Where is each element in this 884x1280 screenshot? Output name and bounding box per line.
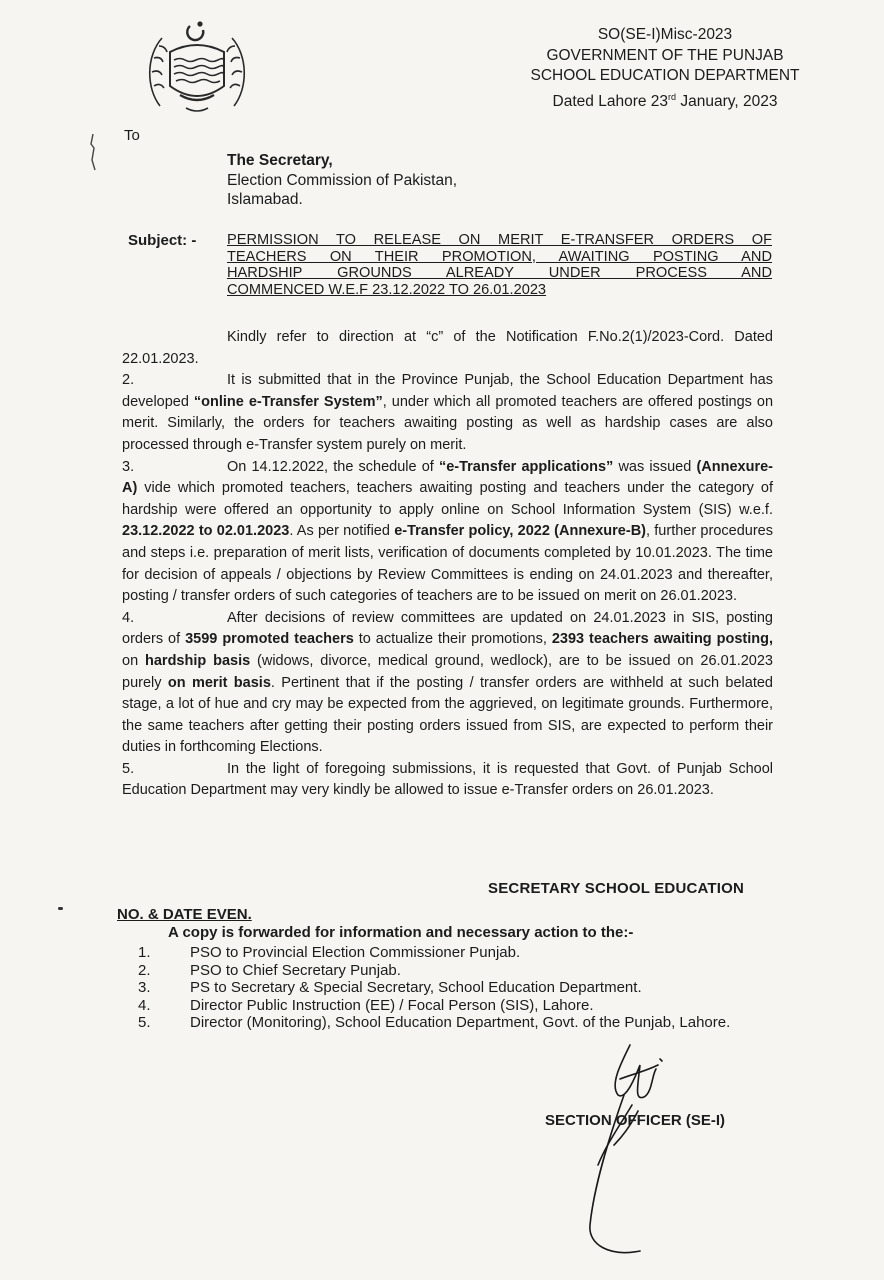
secretary-signature-block: SECRETARY SCHOOL EDUCATION	[488, 880, 745, 897]
forward-line: A copy is forwarded for information and necessary action to the:-	[168, 924, 634, 941]
distribution-list	[138, 944, 778, 1032]
list-item: 4. Director Public Instruction (EE) / Focal Person (SIS), Lahore.	[138, 996, 594, 1014]
handwritten-signature-icon	[560, 1035, 700, 1265]
addressee-city: Islamabad.	[227, 191, 303, 208]
paragraph-5: 5. In the light of foregoing submissions, it is requested that Govt. of Punjab School Education Department may very kindly be allowed to issue e-Transfer orders on 26.01.2023.	[122, 760, 773, 799]
margin-dot	[58, 907, 63, 910]
letter-header	[500, 25, 830, 112]
subject-text: PERMISSION TO RELEASE ON MERIT E-TRANSFER ORDERS OF TEACHERS ON THEIR PROMOTION, AWAITING POSTING AND HARDSHIP GROUNDS ALREADY UNDER PROCESS AND COMMENCED W.E.F 23.12.2022 TO 26.01.2023	[227, 232, 772, 298]
punjab-government-seal-icon	[140, 16, 254, 122]
to-label: To	[124, 127, 140, 144]
subject-label: Subject: -	[128, 232, 197, 249]
letter-date: Dated Lahore 23rd January, 2023	[552, 91, 778, 110]
addressee-block	[227, 151, 457, 210]
margin-mark-icon	[86, 132, 100, 172]
department-name: SCHOOL EDUCATION DEPARTMENT	[530, 67, 800, 84]
no-and-date-even: NO. & DATE EVEN.	[117, 906, 252, 923]
list-item: 3. PS to Secretary & Special Secretary, School Education Department.	[138, 979, 642, 996]
paragraph-1: Kindly refer to direction at “c” of the Notification F.No.2(1)/2023-Cord. Dated 22.01.2023.	[122, 329, 773, 367]
reference-number: SO(SE-I)Misc-2023	[597, 26, 733, 43]
paragraph-4: 4. After decisions of review committees are updated on 24.01.2023 in SIS, posting orders of 3599 promoted teachers to actualize their promotions, 2393 teachers awaiting posting, on hardship basis (widows, divorce, medical ground, wedlock), are to be issued on 26.01.2023 purely on merit basis. Pertinent that if the posting / transfer orders are withheld at such belated stage, a lot of hue and cry may be expected from the aggrieved, on legitimate grounds. Furthermore, the same teachers after getting their posting orders issued from SIS, are expected to perform their duties in forthcoming Elections.	[122, 609, 773, 756]
section-officer-signature-block: SECTION OFFICER (SE-I)	[545, 1112, 725, 1129]
addressee-title: The Secretary,	[227, 152, 333, 169]
addressee-organization: Election Commission of Pakistan,	[227, 171, 458, 189]
list-item: 5. Director (Monitoring), School Education Department, Govt. of the Punjab, Lahore.	[138, 1014, 731, 1031]
letter-body	[122, 327, 773, 802]
paragraph-3: 3. On 14.12.2022, the schedule of “e-Transfer applications” was issued (Annexure-A) vide which promoted teachers, teachers awaiting posting and teachers under the category of hardship were offered an opportunity to apply online on School Information System (SIS) w.e.f. 23.12.2022 to 02.01.2023. As per notified e-Transfer policy, 2022 (Annexure-B), further procedures and steps i.e. preparation of merit lists, verification of documents completed by 10.01.2023. The time for decision of appeals / objections by Review Committees is ending on 24.01.2023 and thereafter, posting / transfer orders of such categories of teachers are to be issued on merit on 26.01.2023.	[122, 458, 773, 605]
paragraph-2: 2. It is submitted that in the Province Punjab, the School Education Department has developed “online e-Transfer System”, under which all promoted teachers are offered postings on merit. Similarly, the orders for teachers awaiting posting as well as hardship cases are also processed through e-Transfer system purely on merit.	[122, 372, 774, 453]
list-item: 1. PSO to Provincial Election Commissioner Punjab.	[138, 944, 521, 961]
list-item: 2. PSO to Chief Secretary Punjab.	[138, 961, 401, 979]
government-name: GOVERNMENT OF THE PUNJAB	[546, 46, 784, 64]
